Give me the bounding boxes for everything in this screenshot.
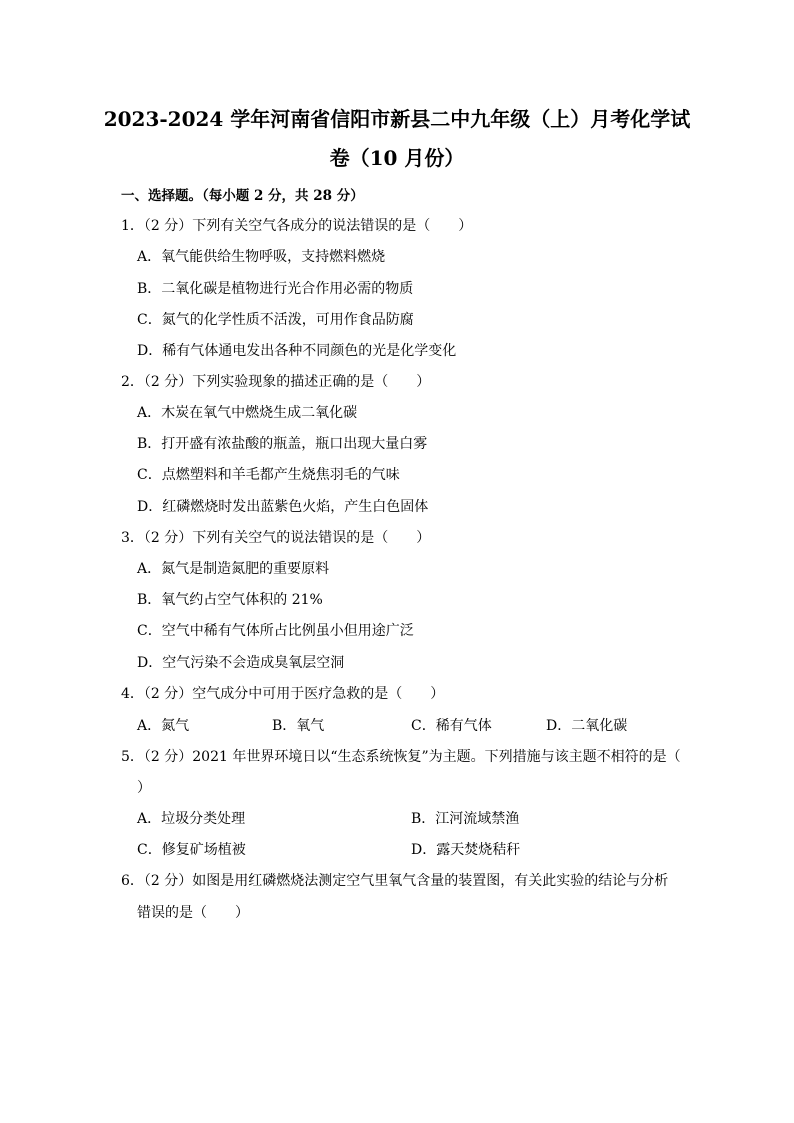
section-heading: 一、选择题。（每小题 2 分，共 28 分） [121,188,364,204]
question-4-option-b: B．氧气 [272,718,325,734]
question-4-option-a: A．氮气 [137,718,190,734]
question-5-stem-continued: ） [137,780,151,796]
question-5-stem: 5．（2 分）2021 年世界环境日以“生态系统恢复”为主题。下列措施与该主题不相符的是（ [121,749,681,765]
question-2-stem: 2．（2 分）下列实验现象的描述正确的是（ ） [121,374,431,390]
question-4-option-c: C．稀有气体 [411,718,492,734]
question-1-option-d: D．稀有气体通电发出各种不同颜色的光是化学变化 [137,343,457,359]
question-2-option-b: B．打开盛有浓盐酸的瓶盖，瓶口出现大量白雾 [137,436,428,452]
question-4-stem: 4．（2 分）空气成分中可用于医疗急救的是（ ） [121,686,445,702]
question-2-option-a: A．木炭在氧气中燃烧生成二氧化碳 [137,405,358,421]
question-1-option-c: C．氮气的化学性质不活泼，可用作食品防腐 [137,312,414,328]
question-5-option-b: B．江河流域禁渔 [411,811,520,827]
question-1-stem: 1．（2 分）下列有关空气各成分的说法错误的是（ ） [121,218,473,234]
question-3-stem: 3．（2 分）下列有关空气的说法错误的是（ ） [121,530,431,546]
question-6-stem: 6．（2 分）如图是用红磷燃烧法测定空气里氧气含量的装置图，有关此实验的结论与分析 [121,873,669,889]
exam-title-line-2: 卷（10 月份） [329,146,465,170]
question-3-option-b: B．氧气约占空气体积的 21% [137,592,323,608]
question-4-option-d: D．二氧化碳 [546,718,628,734]
question-5-option-d: D．露天焚烧秸秆 [411,842,521,858]
question-3-option-c: C．空气中稀有气体所占比例虽小但用途广泛 [137,623,414,639]
question-1-option-a: A．氧气能供给生物呼吸，支持燃料燃烧 [137,249,386,265]
question-1-option-b: B．二氧化碳是植物进行光合作用必需的物质 [137,281,414,297]
exam-title-line-1: 2023-2024 学年河南省信阳市新县二中九年级（上）月考化学试 [103,107,691,131]
question-2-option-d: D．红磷燃烧时发出蓝紫色火焰，产生白色固体 [137,499,429,515]
question-2-option-c: C．点燃塑料和羊毛都产生烧焦羽毛的气味 [137,467,400,483]
question-3-option-a: A．氮气是制造氮肥的重要原料 [137,561,330,577]
question-3-option-d: D．空气污染不会造成臭氧层空洞 [137,655,345,671]
question-5-option-a: A．垃圾分类处理 [137,811,246,827]
question-6-stem-continued: 错误的是（ ） [137,905,249,921]
question-5-option-c: C．修复矿场植被 [137,842,246,858]
